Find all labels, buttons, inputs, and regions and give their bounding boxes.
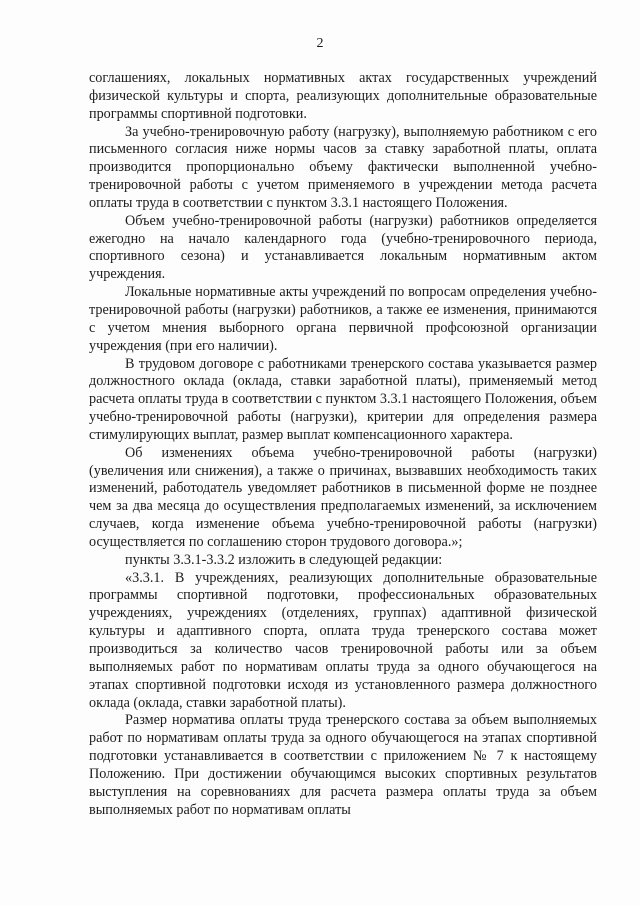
- paragraph: соглашениях, локальных нормативных актах государственных учреждений физической культуры и спорта, реализующих дополнительные образовательные программы спортивной подготовки.: [89, 70, 597, 122]
- document-body: [89, 70, 597, 819]
- paragraph: Локальные нормативные акты учреждений по вопросам определения учебно-тренировочной работы (нагрузки) работников, а также ее изменения, принимаются с учетом мнения выборного органа первичной профсоюзной организации учреждения (при его наличии).: [89, 284, 597, 354]
- paragraph: Об изменениях объема учебно-тренировочной работы (нагрузки) (увеличения или снижения), а также о причинах, вызвавших необходимость таких изменений, работодатель уведомляет работников в письменной форме не позднее чем за два месяца до осуществления предполагаемых изменений, за исключением случаев, когда изменение объема учебно-тренировочной работы (нагрузки) осуществляется по соглашению сторон трудового договора.»;: [89, 444, 597, 550]
- page-number: 2: [316, 36, 324, 51]
- paragraph: Объем учебно-тренировочной работы (нагрузки) работников определяется ежегодно на начало календарного года (учебно-тренировочного периода, спортивного сезона) и устанавливается локальным нормативным актом учреждения.: [89, 212, 597, 283]
- paragraph: Размер норматива оплаты труда тренерского состава за объем выполняемых работ по нормативам оплаты труда за одного обучающегося на этапах спортивной подготовки устанавливается в соответствии с приложением № 7 к настоящему Положению. При достижении обучающимся высоких спортивных результатов выступления на соревнованиях для расчета размера оплаты труда за объем выполняемых работ по нормативам оплаты: [89, 712, 597, 818]
- paragraph: пункты 3.3.1-3.3.2 изложить в следующей редакции:: [125, 551, 443, 568]
- paragraph: В трудовом договоре с работниками тренерского состава указывается размер должностного оклада (оклада, ставки заработной платы), применяемый метод расчета оплаты труда в соответствии с пунктом 3.3.1 настоящего Положения, объем учебно-тренировочной работы (нагрузки), критерии для определения размера стимулирующих выплат, размер выплат компенсационного характера.: [89, 355, 597, 443]
- paragraph: «3.3.1. В учреждениях, реализующих дополнительные образовательные программы спортивной подготовки, профессиональных образовательных учреждениях, учреждениях (отделениях, группах) адаптивной физической культуры и адаптивного спорта, оплата труда тренерского состава может производиться за количество часов тренировочной работы или за объем выполняемых работ по нормативам оплаты труда за одного обучающегося на этапах спортивной подготовки исходя из установленного размера должностного оклада (оклада, ставки заработной платы).: [89, 569, 597, 711]
- paragraph: За учебно-тренировочную работу (нагрузку), выполняемую работником с его письменного согласия ниже нормы часов за ставку заработной платы, оплата производится пропорционально объему фактически выполненной учебно-тренировочной работы с учетом применяемого в учреждении метода расчета оплаты труда в соответствии с пунктом 3.3.1 настоящего Положения.: [89, 123, 597, 211]
